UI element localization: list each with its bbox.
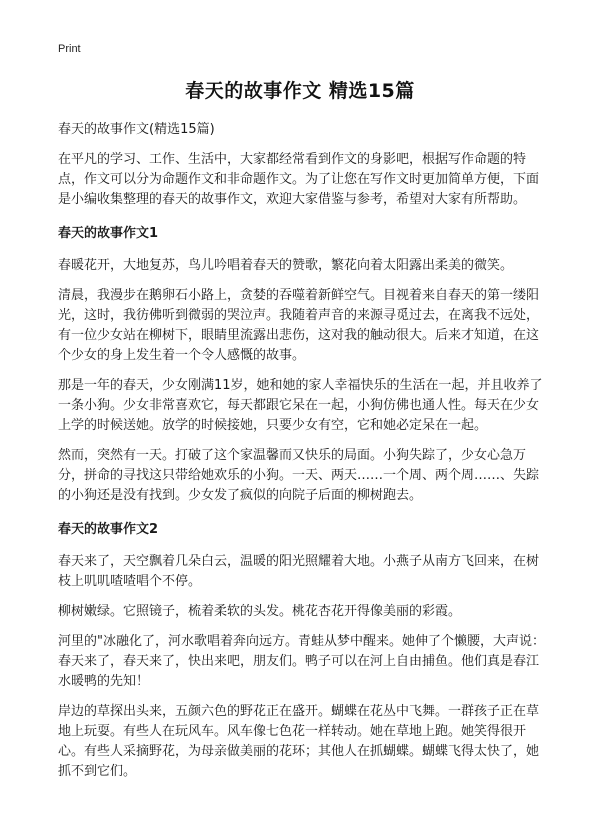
paragraph: 春天来了，天空飘着几朵白云，温暖的阳光照耀着大地。小燕子从南方飞回来，在树枝上叽叽喳喳唱个不停。 bbox=[58, 554, 540, 589]
section-heading: 春天的故事作文1 bbox=[58, 226, 159, 241]
paragraph: 然而，突然有一天。打破了这个家温馨而又快乐的局面。小狗失踪了，少女心急万分，拼命的寻找这只带给她欢乐的小狗。一天、两天……一个周、两个周……、失踪的小狗还是没有找到。少女发了疯似的向院子后面的柳树跑去。 bbox=[58, 448, 540, 503]
page-title: 春天的故事作文 精选15篇 bbox=[185, 80, 415, 102]
paragraph: 那是一年的春天，少女刚满11岁，她和她的家人幸福快乐的生活在一起，并且收养了一条小狗。少女非常喜欢它，每天都跟它呆在一起，小狗仿佛也通人性。每天在少女上学的时候送她。放学的时候接她，只要少女有空，它和她必定呆在一起。 bbox=[58, 378, 543, 433]
paragraph: 清晨，我漫步在鹅卵石小路上，贪婪的吞噬着新鲜空气。目视着来自春天的第一缕阳光，这时，我彷佛听到微弱的哭泣声。我随着声音的来源寻觅过去，在离我不远处，有一位少女站在柳树下，眼睛里流露出悲伤，这对我的触动很大。后来才知道，在这个少女的身上发生着一个令人感慨的故事。 bbox=[58, 288, 540, 363]
section-heading: 春天的故事作文2 bbox=[58, 522, 159, 537]
article-body bbox=[58, 120, 550, 792]
intro-paragraph: 在平凡的学习、工作、生活中，大家都经常看到作文的身影吧，根据写作命题的特点，作文可以分为命题作文和非命题作文。为了让您在写作文时更加简单方便，下面是小编收集整理的春天的故事作文，欢迎大家借鉴与参考，希望对大家有所帮助。 bbox=[58, 152, 540, 207]
article-subtitle: 春天的故事作文(精选15篇) bbox=[58, 122, 215, 137]
paragraph: 河里的"冰融化了，河水歌唱着奔向远方。青蛙从梦中醒来。她伸了个懒腰，大声说：春天来了，春天来了，快出来吧，朋友们。鸭子可以在河上自由捕鱼。他们真是春江水暖鸭的先知！ bbox=[58, 634, 545, 689]
paragraph: 柳树嫩绿。它照镜子，梳着柔软的头发。桃花杏花开得像美丽的彩霞。 bbox=[58, 604, 462, 619]
paragraph: 春暖花开，大地复苏，鸟儿吟唱着春天的赞歌，繁花向着太阳露出柔美的微笑。 bbox=[58, 258, 514, 273]
print-link[interactable]: Print bbox=[58, 43, 81, 55]
paragraph: 岸边的草探出头来，五颜六色的野花正在盛开。蝴蝶在花丛中飞舞。一群孩子正在草地上玩耍。有些人在玩风车。风车像七色花一样转动。她在草地上跑。她笑得很开心。有些人采摘野花，为母亲做美丽的花环；其他人在抓蝴蝶。蝴蝶飞得太快了，她抓不到它们。 bbox=[58, 704, 540, 779]
